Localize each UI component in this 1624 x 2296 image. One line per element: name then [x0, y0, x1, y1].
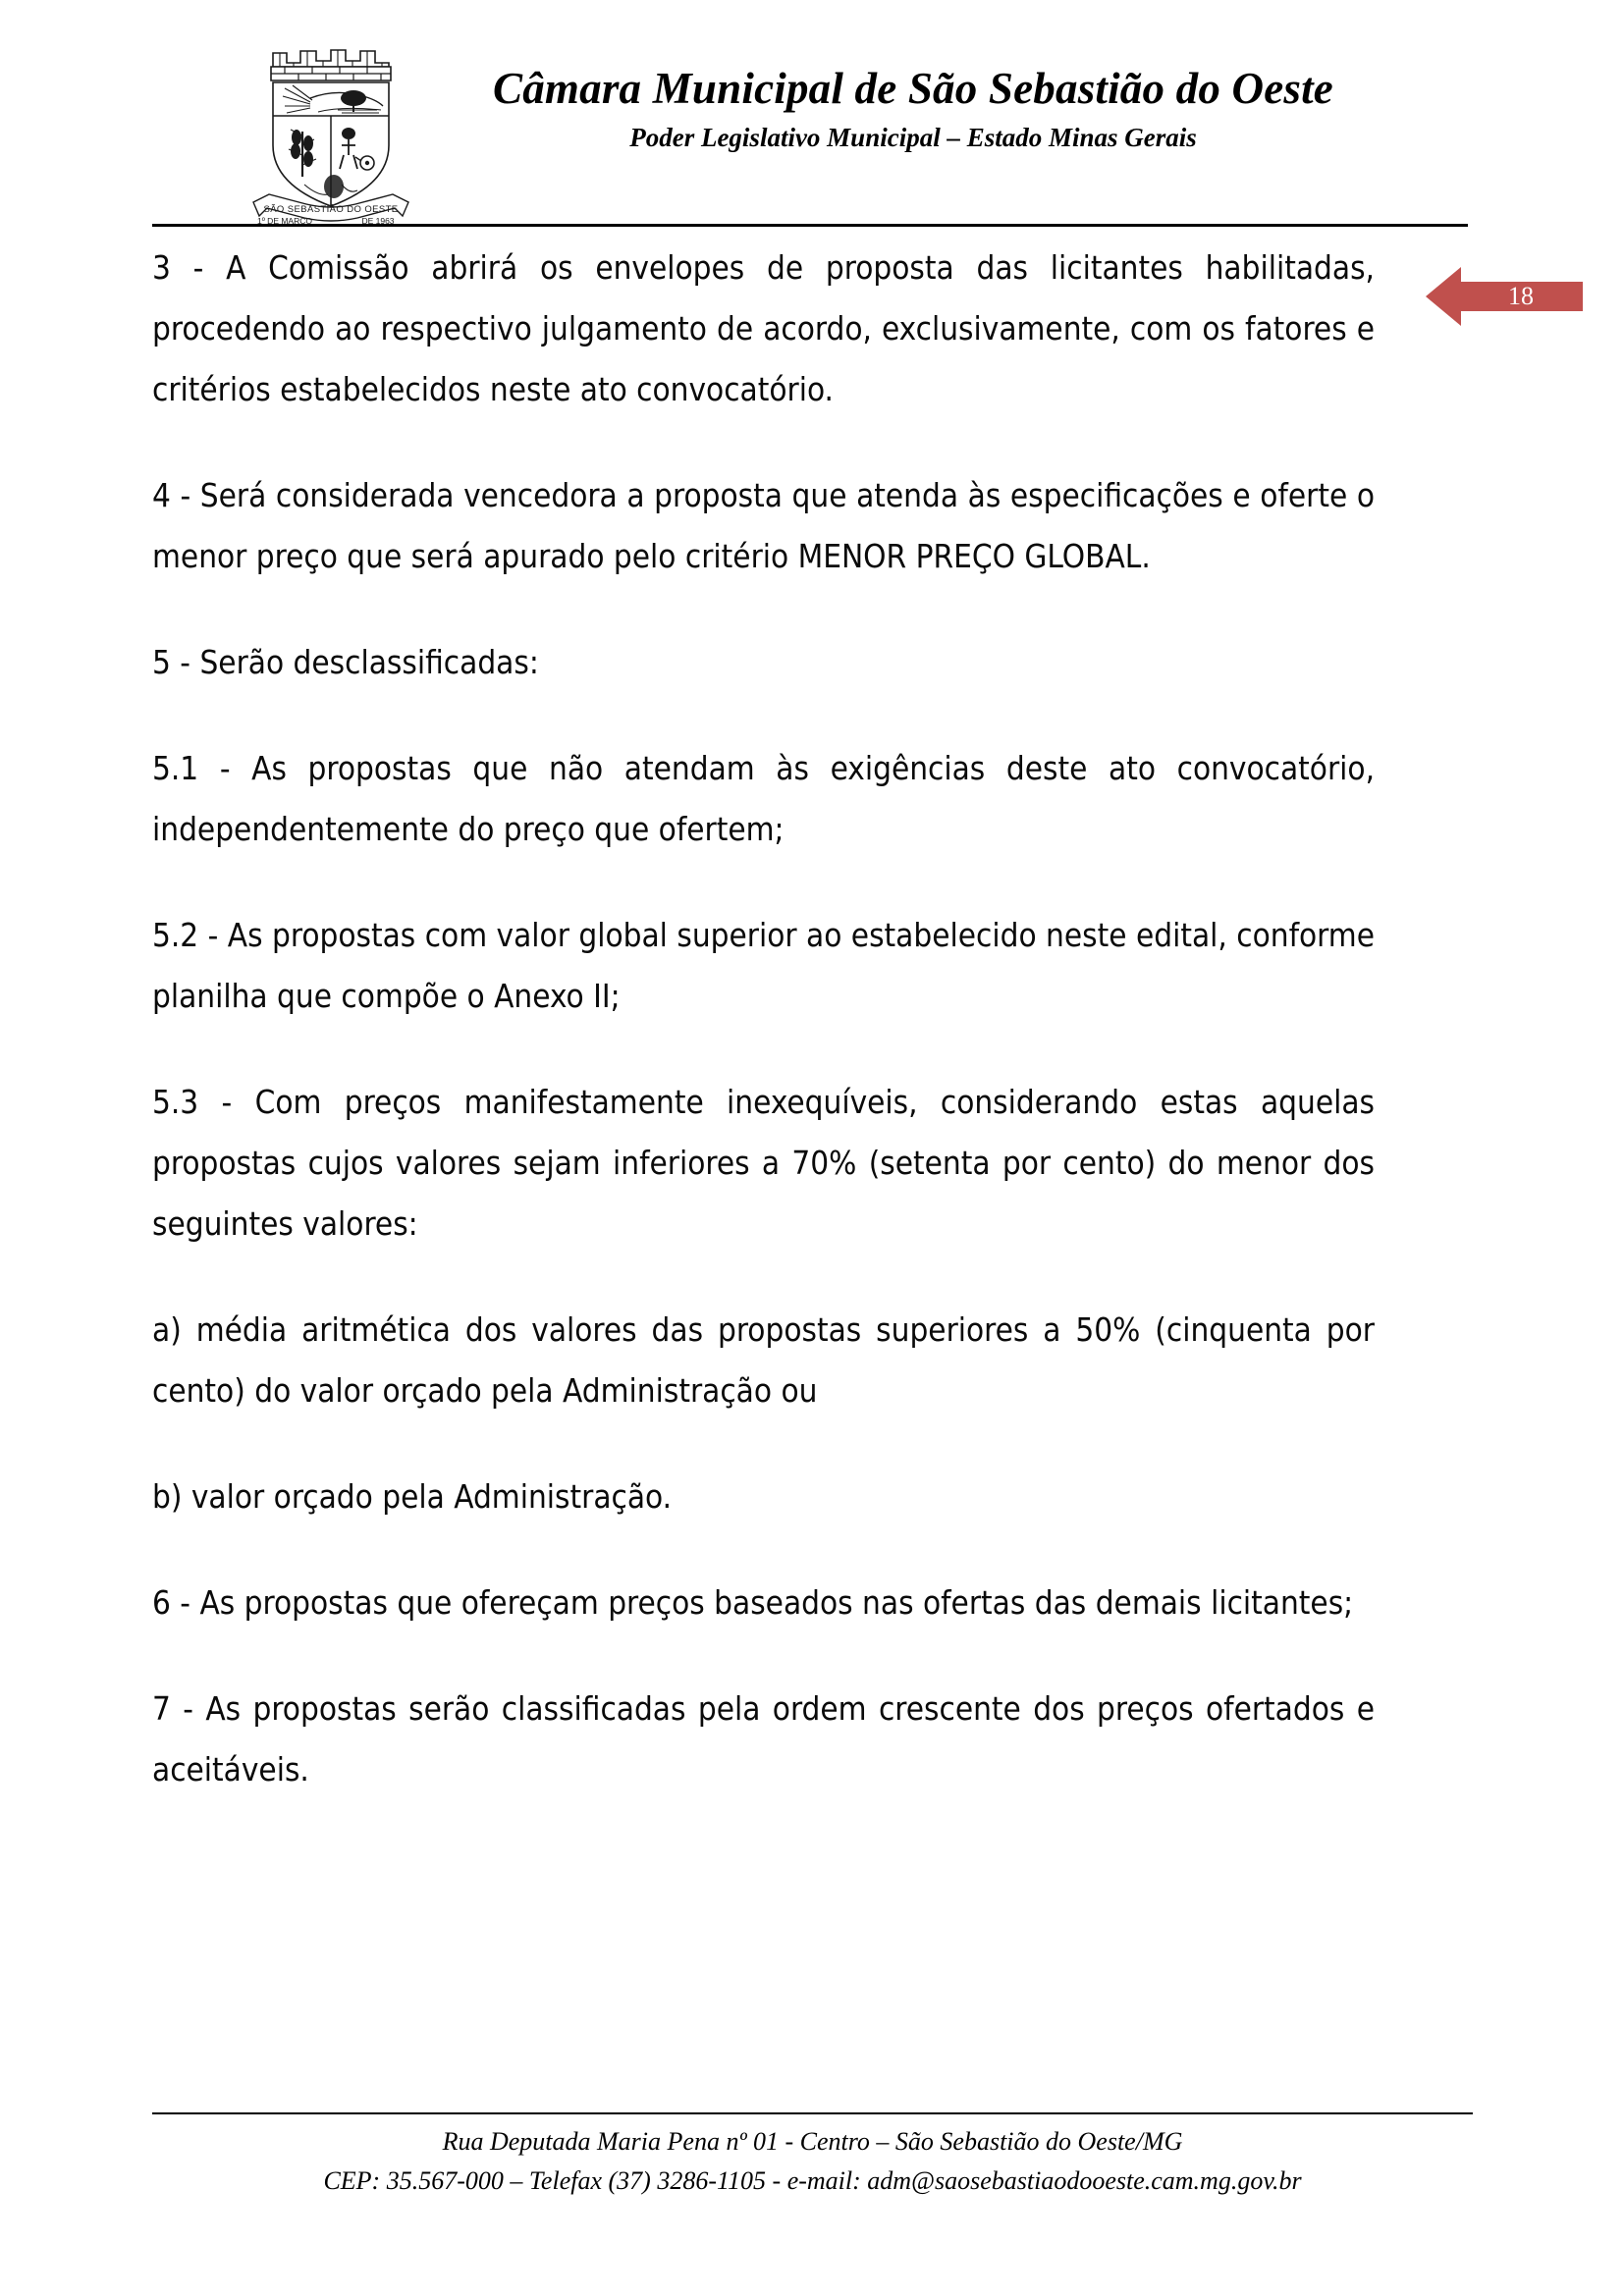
body-paragraph: 5.2 - As propostas com valor global superior ao estabelecido neste edital, conforme planilha que compõe o Anexo II;: [152, 916, 1375, 1015]
header-title-block: [422, 61, 1404, 155]
header-divider: [152, 224, 1468, 227]
footer-address-line: Rua Deputada Maria Pena nº 01 - Centro – São Sebastião do Oeste/MG: [442, 2127, 1183, 2156]
document-body: [152, 238, 1375, 1800]
footer-contact-line: CEP: 35.567-000 – Telefax (37) 3286-1105 - e-mail: adm@saosebastiaodooeste.cam.mg.gov.br: [323, 2166, 1302, 2195]
organization-title: Câmara Municipal de São Sebastião do Oeste: [493, 64, 1333, 113]
page-number-arrow-annotation: [1426, 263, 1583, 330]
crest-banner-top: SÃO SEBASTIÃO DO OESTE: [263, 204, 399, 215]
crest-banner-left: 1º DE MARÇO: [256, 216, 313, 226]
body-paragraph: b) valor orçado pela Administração.: [152, 1477, 673, 1516]
body-paragraph: a) média aritmética dos valores das propostas superiores a 50% (cinquenta por cento) do valor orçado pela Administração ou: [152, 1310, 1375, 1410]
document-header: [0, 0, 1624, 228]
organization-subtitle: Poder Legislativo Municipal – Estado Minas Gerais: [629, 123, 1197, 152]
body-paragraph: 5.3 - Com preços manifestamente inexequíveis, considerando estas aquelas propostas cujos valores sejam inferiores a 70% (setenta por cento) do menor dos seguintes valores:: [152, 1083, 1375, 1243]
body-paragraph: 7 - As propostas serão classificadas pela ordem crescente dos preços ofertados e aceitáveis.: [152, 1689, 1375, 1789]
body-paragraph: 5.1 - As propostas que não atendam às exigências deste ato convocatório, independentemente do preço que ofertem;: [152, 749, 1375, 848]
footer-divider: [152, 2112, 1473, 2114]
crest-banner-right: DE 1963: [361, 216, 395, 226]
coat-of-arms-icon: [247, 37, 414, 229]
body-paragraph: 3 - A Comissão abrirá os envelopes de proposta das licitantes habilitadas, procedendo ao respectivo julgamento de acordo, exclusivamente, com os fatores e critérios estabelecidos neste ato convocatório.: [152, 248, 1375, 408]
body-paragraph: 5 - Serão desclassificadas:: [152, 643, 539, 681]
body-paragraph: 4 - Será considerada vencedora a proposta que atenda às especificações e oferte o menor preço que será apurado pelo critério MENOR PREÇO GLOBAL.: [152, 476, 1375, 575]
page-number-label: 18: [1508, 282, 1534, 310]
body-paragraph: 6 - As propostas que ofereçam preços baseados nas ofertas das demais licitantes;: [152, 1583, 1354, 1622]
document-footer: [152, 2112, 1473, 2201]
